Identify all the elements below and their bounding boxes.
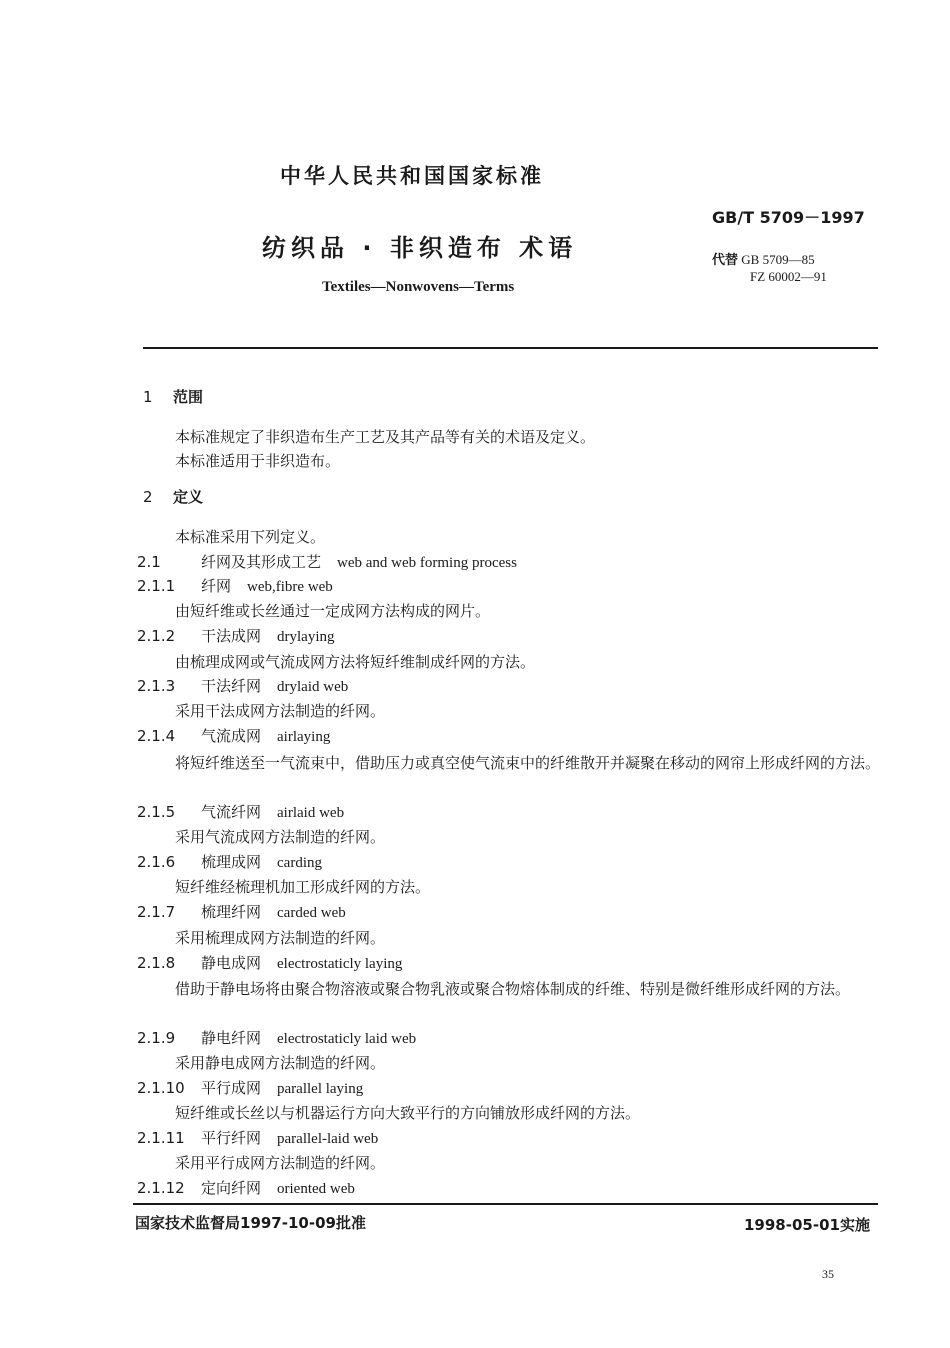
section-number: 1 [143,388,153,406]
term-en: web and web forming process [337,555,517,571]
page-number: 35 [822,1267,834,1281]
term-zh: 梳理成网 [201,853,262,871]
term-heading [137,952,402,973]
term-definition: 由短纤维或长丝通过一定成网方法构成的网片。 [175,602,491,620]
approval-line: 国家技术监督局1997-10-09批准 [135,1214,366,1232]
term-number: 2.1.4 [137,727,176,745]
term-heading [137,851,322,872]
term-heading [137,1177,355,1198]
term-zh: 定向纤网 [201,1179,262,1197]
national-standard-title: 中华人民共和国国家标准 [280,164,544,188]
term-definition: 短纤维或长丝以与机器运行方向大致平行的方向铺放形成纤网的方法。 [175,1104,641,1122]
section-number: 2 [143,488,153,506]
term-en: electrostaticly laying [277,956,403,972]
term-number: 2.1.10 [137,1079,185,1097]
term-en: web,fibre web [247,579,333,595]
term-number: 2.1.3 [137,677,176,695]
replaces-block [712,252,827,285]
term-en: airlaid web [277,805,345,821]
term-definition: 由梳理成网或气流成网方法将短纤维制成纤网的方法。 [175,653,536,671]
term-zh: 干法纤网 [201,677,262,695]
definitions-intro: 本标准采用下列定义。 [175,528,326,546]
term-heading [137,675,348,696]
term-zh: 梳理纤网 [201,903,262,921]
term-en: carding [277,855,322,871]
term-zh: 平行纤网 [201,1129,262,1147]
term-definition: 借助于静电场将由聚合物溶液或聚合物乳液或聚合物熔体制成的纤维、特别是微纤维形成纤网的方法。 [175,980,851,998]
effective-date: 1998-05-01实施 [744,1216,870,1234]
term-en: parallel laying [277,1081,364,1097]
term-heading [137,575,333,596]
header-divider [143,347,878,349]
term-heading [137,625,335,646]
term-number: 2.1.11 [137,1129,185,1147]
term-definition: 采用气流成网方法制造的纤网。 [175,828,386,846]
term-number: 2.1.9 [137,1029,176,1047]
term-en: drylaying [277,629,335,645]
replaces-standard-2: FZ 60002—91 [750,269,827,284]
replaces-standard-1: GB 5709—85 [741,252,815,267]
term-en: airlaying [277,729,331,745]
term-heading [137,1077,363,1098]
standard-code: GB/T 5709－1997 [712,208,865,227]
scope-paragraph-1: 本标准规定了非织造布生产工艺及其产品等有关的术语及定义。 [175,428,596,446]
term-en: oriented web [277,1181,355,1197]
term-zh: 干法成网 [201,627,262,645]
term-number: 2.1.2 [137,627,176,645]
footer-divider [133,1203,878,1205]
term-definition: 采用平行成网方法制造的纤网。 [175,1154,386,1172]
term-en: drylaid web [277,679,349,695]
term-number: 2.1 [137,553,161,571]
document-title-en: Textiles—Nonwovens—Terms [322,279,515,295]
term-zh: 静电纤网 [201,1029,262,1047]
section-heading-scope [143,386,203,407]
term-number: 2.1.12 [137,1179,185,1197]
replaces-label: 代替 [712,253,739,268]
term-heading [137,1027,416,1048]
term-number: 2.1.5 [137,803,176,821]
term-zh: 纤网 [201,577,232,595]
term-heading [137,801,344,822]
term-heading [137,901,346,922]
term-en: electrostaticly laid web [277,1031,417,1047]
term-number: 2.1.6 [137,853,176,871]
document-title-zh: 纺织品 · 非织造布 术语 [262,234,578,262]
term-zh: 平行成网 [201,1079,262,1097]
term-number: 2.1.1 [137,577,176,595]
term-zh: 气流成网 [201,727,262,745]
term-definition: 将短纤维送至一气流束中，借助压力或真空使气流束中的纤维散开并凝聚在移动的网帘上形成纤网的方法。 [175,754,881,772]
term-zh: 纤网及其形成工艺 [201,553,322,571]
term-zh: 气流纤网 [201,803,262,821]
term-number: 2.1.8 [137,954,176,972]
term-heading [137,551,517,572]
term-en: carded web [277,905,346,921]
term-definition: 短纤维经梳理机加工形成纤网的方法。 [175,878,431,896]
term-definition: 采用静电成网方法制造的纤网。 [175,1054,386,1072]
section-heading-definitions [143,486,203,507]
term-heading [137,725,330,746]
section-title: 范围 [173,388,204,406]
term-heading [137,1127,378,1148]
term-zh: 静电成网 [201,954,262,972]
term-number: 2.1.7 [137,903,176,921]
term-en: parallel-laid web [277,1131,379,1147]
scope-paragraph-2: 本标准适用于非织造布。 [175,452,341,470]
section-title: 定义 [173,488,204,506]
term-definition: 采用梳理成网方法制造的纤网。 [175,929,386,947]
term-definition: 采用干法成网方法制造的纤网。 [175,702,386,720]
